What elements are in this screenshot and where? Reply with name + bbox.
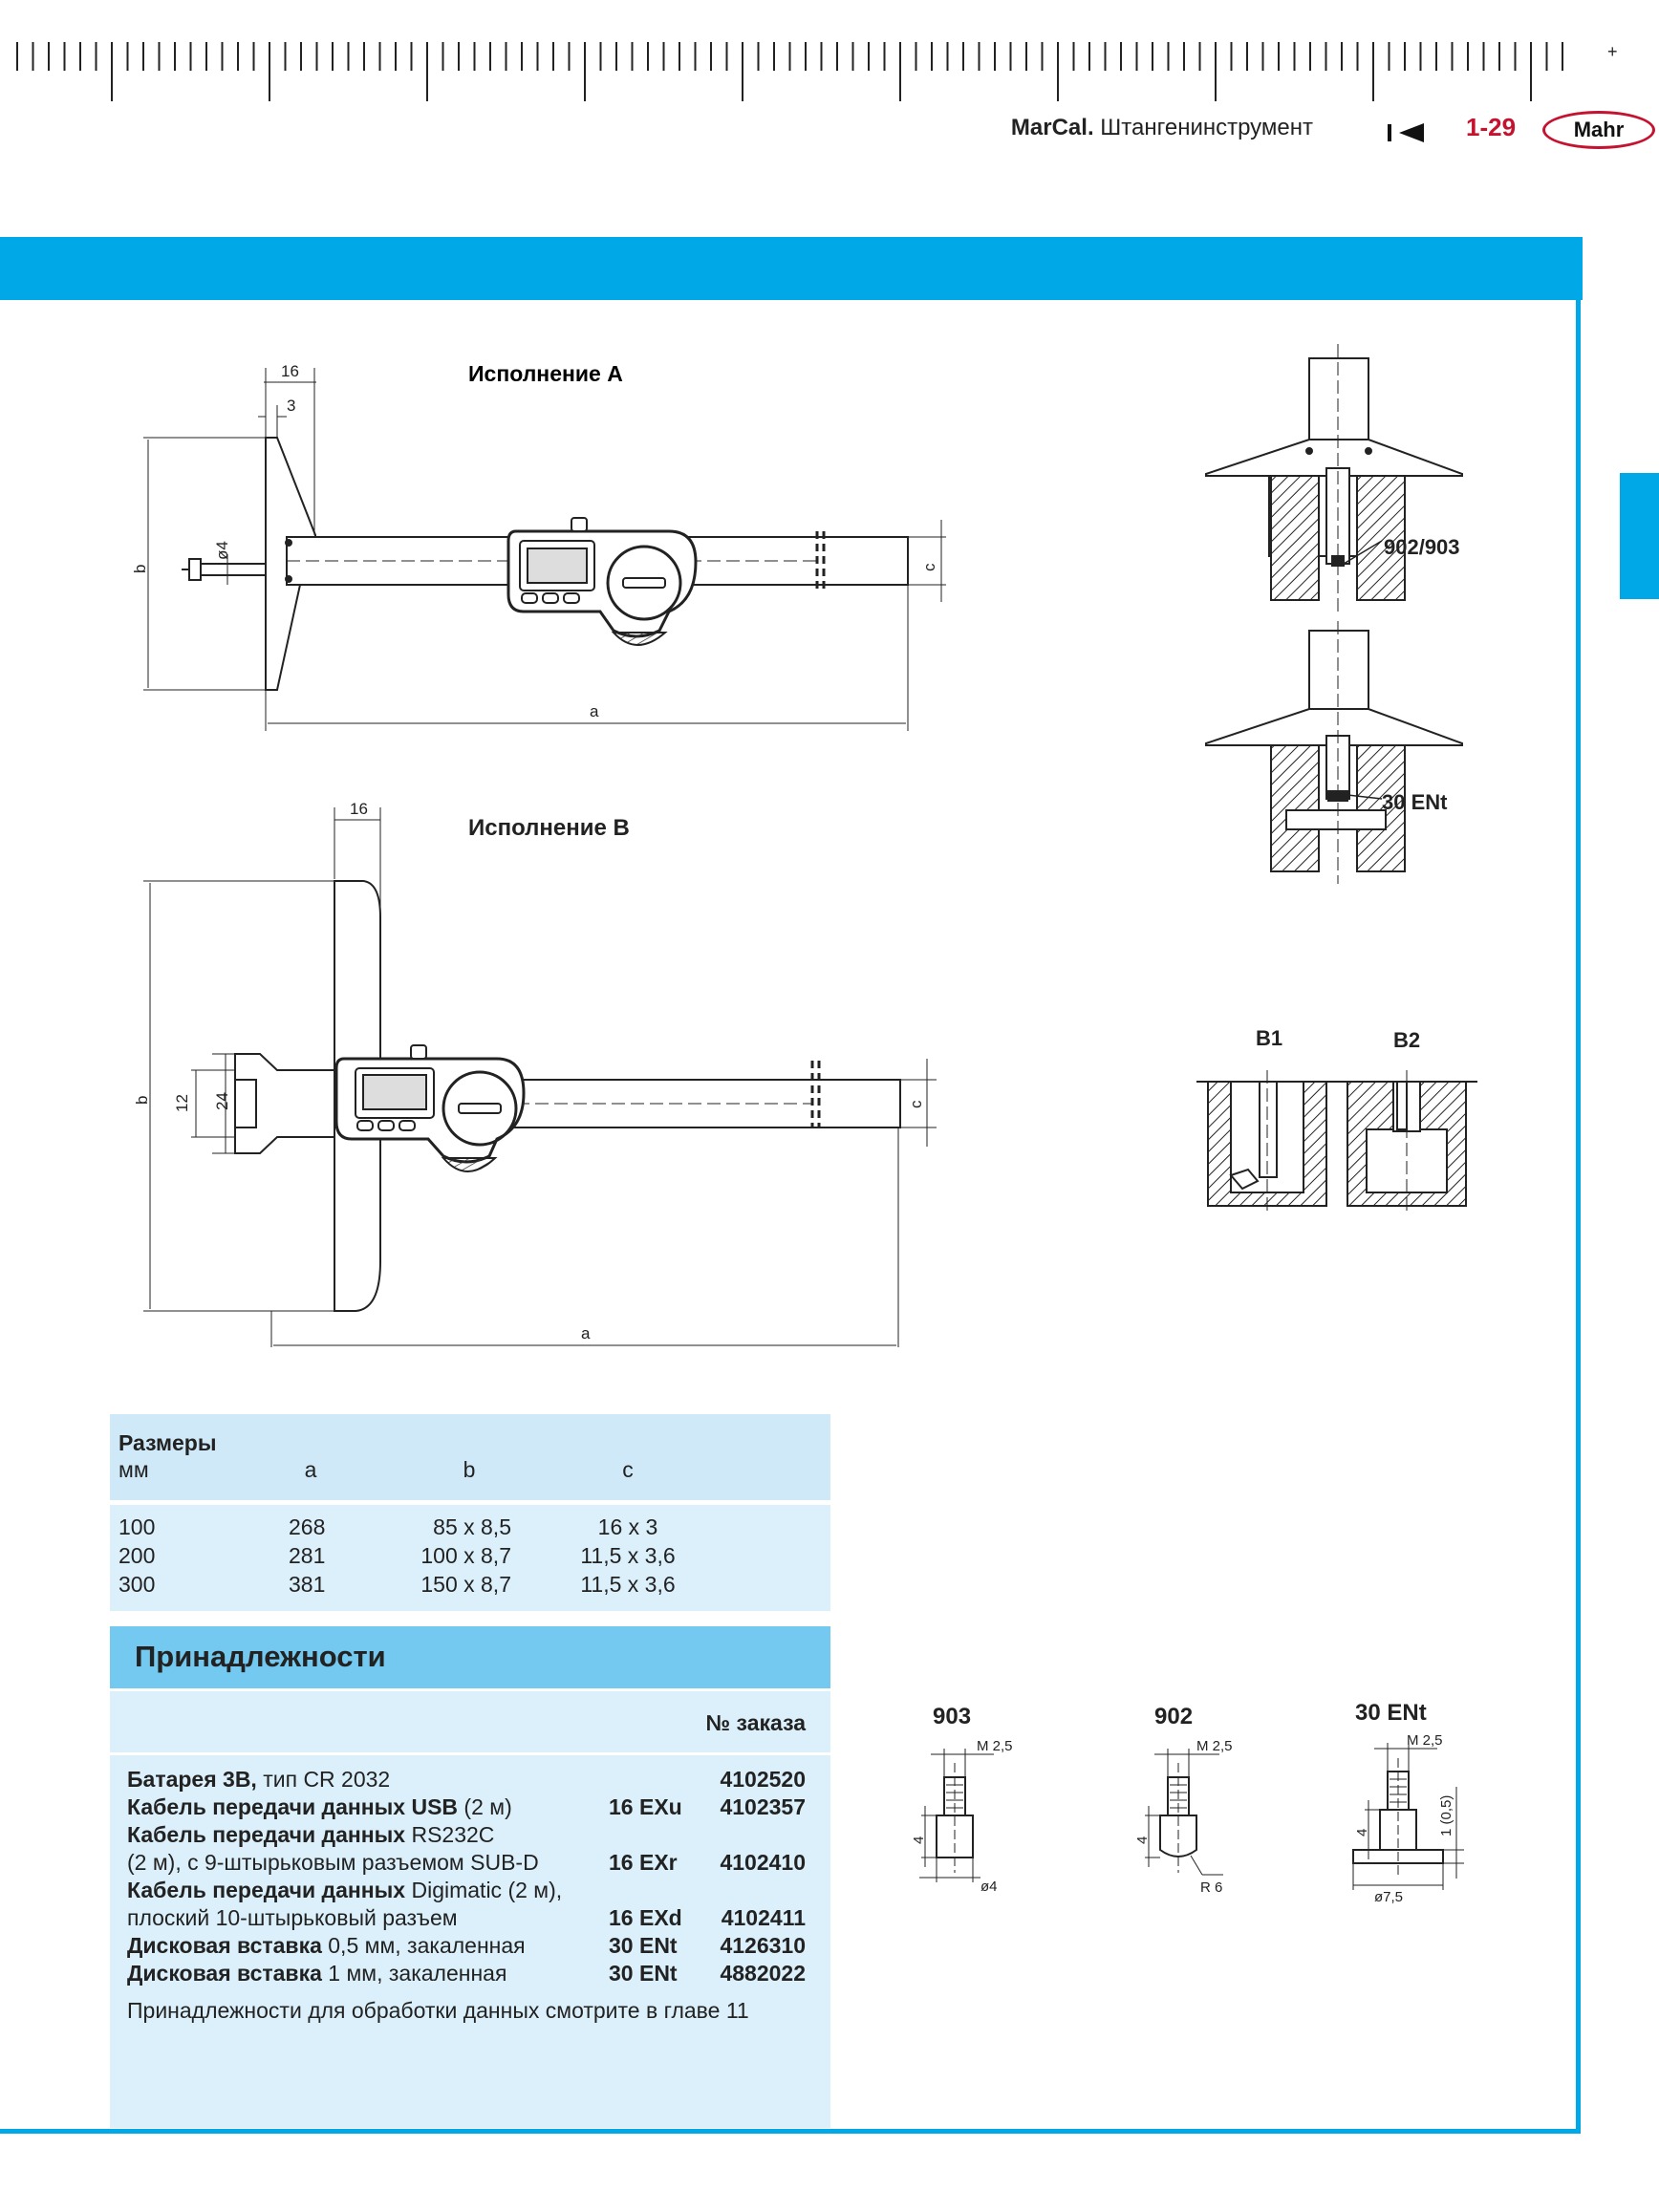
item-desc: Digimatic (2 м), xyxy=(405,1878,563,1902)
dim-m25-30ent: M 2,5 xyxy=(1407,1732,1443,1749)
table-row xyxy=(110,1572,830,1600)
a-cell: 381 xyxy=(289,1572,326,1597)
dim-c-b: c xyxy=(907,1100,925,1108)
dim-c-a: c xyxy=(920,563,938,571)
label-b2: B2 xyxy=(1393,1028,1421,1052)
dim-1-05-30ent: 1 (0,5) xyxy=(1438,1794,1454,1836)
order-number-header: № заказа xyxy=(705,1710,806,1735)
frame-line-bottom xyxy=(0,2129,1581,2134)
list-item xyxy=(110,1933,830,1962)
dimensions-title: Размеры xyxy=(118,1430,217,1455)
pin-903-drawing xyxy=(919,1749,994,1882)
size-cell: 100 xyxy=(118,1514,156,1539)
header-title: MarCal. Штангенинструмент xyxy=(1010,115,1313,140)
dim-m25-903: M 2,5 xyxy=(977,1738,1013,1754)
dimensions-table-body xyxy=(110,1505,830,1611)
list-item xyxy=(110,1850,830,1879)
item-order: 4102410 xyxy=(720,1850,806,1875)
accessories-note: Принадлежности для обработки данных смотрите в главе 11 xyxy=(127,1998,749,2023)
version-a-title: Исполнение А xyxy=(468,361,623,386)
accessories-subheader xyxy=(110,1691,830,1752)
drawing-version-b xyxy=(143,807,937,1347)
dim-a-b: a xyxy=(581,1324,591,1342)
version-b-title: Исполнение В xyxy=(468,815,630,841)
dim-3-a: 3 xyxy=(287,397,296,415)
drawing-b2 xyxy=(1338,1070,1477,1213)
label-30-ent: 30 ENt xyxy=(1382,790,1448,814)
pin-902-drawing xyxy=(1145,1749,1223,1875)
accessories-header xyxy=(110,1626,830,1688)
dim-16-b: 16 xyxy=(350,800,368,818)
col-header-b: b xyxy=(463,1457,476,1482)
pin-902-title: 902 xyxy=(1154,1704,1194,1729)
item-name-bold: Кабель передачи данных xyxy=(127,1822,406,1847)
item-order: 4102520 xyxy=(720,1767,806,1792)
dim-a-a: a xyxy=(590,702,599,720)
col-header-a: a xyxy=(304,1457,317,1482)
item-name-bold: Дисковая вставка xyxy=(127,1933,322,1958)
dim-b-b: b xyxy=(133,1095,151,1105)
item-name-bold: Батарея 3В, xyxy=(127,1767,257,1792)
dim-4-30ent: 4 xyxy=(1354,1828,1370,1836)
item-code: 30 ENt xyxy=(609,1961,678,1986)
list-item xyxy=(110,1961,830,1989)
label-b1: B1 xyxy=(1256,1026,1283,1050)
list-item xyxy=(110,1905,830,1934)
drawing-b1 xyxy=(1196,1070,1338,1213)
dim-phi4-903: ø4 xyxy=(980,1879,998,1895)
pin-30-ent-title: 30 ENt xyxy=(1355,1700,1427,1726)
b-cell: 85 x 8,5 xyxy=(433,1514,511,1539)
label-902-903: 902/903 xyxy=(1384,535,1460,559)
item-name-bold: Дисковая вставка xyxy=(127,1961,322,1986)
size-cell: 300 xyxy=(118,1572,156,1597)
item-desc: плоский 10-штырьковый разъем xyxy=(127,1905,458,1930)
accessories-list xyxy=(110,1755,830,2128)
dim-4-902: 4 xyxy=(1134,1836,1151,1844)
item-code: 16 EXd xyxy=(609,1905,682,1930)
size-cell: 200 xyxy=(118,1543,156,1568)
list-item xyxy=(110,1794,830,1823)
item-desc: 0,5 мм, закаленная xyxy=(321,1933,526,1958)
item-name-bold: Кабель передачи данных xyxy=(127,1878,406,1902)
item-order: 4102411 xyxy=(721,1905,806,1930)
pin-903-title: 903 xyxy=(933,1704,972,1729)
item-order: 4882022 xyxy=(720,1961,806,1986)
drawing-version-a xyxy=(143,368,946,731)
pin-drawings xyxy=(860,1691,1567,1940)
list-item xyxy=(110,1822,830,1851)
a-cell: 281 xyxy=(289,1543,326,1568)
c-cell: 11,5 x 3,6 xyxy=(580,1543,676,1568)
dimensions-table-header xyxy=(110,1414,830,1500)
item-desc: RS232C xyxy=(405,1822,495,1847)
dim-24: 24 xyxy=(213,1092,231,1110)
item-desc: тип CR 2032 xyxy=(256,1767,391,1792)
accessories-title: Принадлежности xyxy=(135,1640,386,1673)
c-cell: 11,5 x 3,6 xyxy=(580,1572,676,1597)
dim-12: 12 xyxy=(173,1094,191,1112)
c-cell: 16 x 3 xyxy=(597,1514,658,1539)
list-item xyxy=(110,1878,830,1906)
list-item xyxy=(110,1767,830,1795)
page-number: 1-29 xyxy=(1466,113,1517,141)
table-row xyxy=(110,1543,830,1572)
dimensions-unit: мм xyxy=(118,1457,149,1482)
dim-phi4: ø4 xyxy=(213,541,231,560)
b-cell: 150 x 8,7 xyxy=(420,1572,511,1597)
dim-4-903: 4 xyxy=(911,1836,927,1844)
item-desc: 1 мм, закаленная xyxy=(321,1961,507,1986)
a-cell: 268 xyxy=(289,1514,326,1539)
mahr-logo: Mahr xyxy=(1542,111,1655,149)
item-desc: (2 м) xyxy=(458,1794,512,1819)
drawing-section-30-ent xyxy=(1206,621,1462,884)
item-code: 16 EXr xyxy=(609,1850,678,1875)
dim-16-a: 16 xyxy=(281,362,299,380)
dim-m25-902: M 2,5 xyxy=(1196,1738,1233,1754)
item-code: 16 EXu xyxy=(609,1794,682,1819)
item-desc: (2 м), с 9-штырьковым разъемом SUB-D xyxy=(127,1850,539,1875)
item-order: 4126310 xyxy=(720,1933,806,1958)
dim-r6-902: R 6 xyxy=(1200,1879,1223,1896)
item-code: 30 ENt xyxy=(609,1933,678,1958)
drawing-section-top xyxy=(1206,344,1462,612)
item-name-bold: Кабель передачи данных USB xyxy=(127,1794,459,1819)
item-order: 4102357 xyxy=(720,1794,806,1819)
table-row xyxy=(110,1514,830,1543)
dim-phi75-30ent: ø7,5 xyxy=(1374,1889,1404,1905)
col-header-c: c xyxy=(622,1457,634,1482)
dim-b-a: b xyxy=(131,564,149,573)
registration-mark: + xyxy=(1607,42,1618,61)
b-cell: 100 x 8,7 xyxy=(420,1543,511,1568)
